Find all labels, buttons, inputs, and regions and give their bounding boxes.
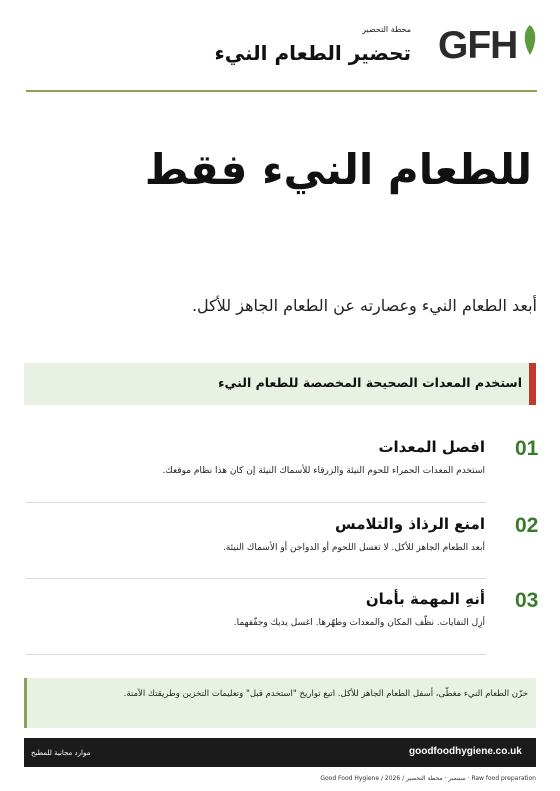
step-body: أبعد الطعام الجاهز للأكل. لا تغسل اللحوم أو الدواجن أو الأسماك النيئة.	[222, 543, 485, 553]
footer-label: موارد مجانية للمطبخ	[31, 749, 91, 757]
step-number: 03	[515, 589, 539, 612]
gfh-logo	[438, 26, 517, 66]
step-title: افصل المعدات	[378, 438, 485, 456]
band-accent-bar	[529, 363, 536, 405]
step-number: 02	[515, 514, 539, 537]
page-header	[26, 22, 537, 92]
storage-note-text: خزّن الطعام النيء مغطّى، أسفل الطعام الجاهز للأكل. اتبع تواريخ "استخدم قبل" وتعليمات التخزين وطريقتك الآمنة.	[123, 689, 528, 699]
step-body: استخدم المعدات الحمراء للحوم النيئة والزرقاء للأسماك النيئة إن كان هذا نظام موقعك.	[162, 466, 485, 476]
logo-text: GFH	[438, 24, 518, 67]
instruction-band-text: استخدم المعدات الصحيحة المخصصة للطعام النيء	[218, 375, 522, 390]
step-body: أزِل النفايات. نظّف المكان والمعدات وطهّرها. اغسل يديك وجفّفهما.	[233, 618, 485, 628]
leaf-icon	[523, 25, 537, 55]
step-title: أنهِ المهمة بأمان	[365, 590, 485, 608]
note-accent-bar	[24, 678, 27, 728]
step-number: 01	[515, 437, 539, 460]
page-title: للطعام النيء فقط	[144, 145, 532, 194]
credit-line: Good Food Hygiene / 2026 / سبتمبر · محطة التحضير · Raw food preparation	[320, 775, 536, 782]
step-divider	[26, 654, 486, 655]
storage-note	[24, 678, 536, 728]
step-divider	[26, 578, 486, 579]
header-title: تحضير الطعام النيء	[214, 41, 411, 65]
step-title: امنع الرذاذ والتلامس	[335, 515, 485, 533]
step-divider	[26, 502, 486, 503]
lead-text: أبعد الطعام النيء وعصارته عن الطعام الجاهز للأكل.	[191, 296, 537, 315]
website-link[interactable]: goodfoodhygiene.co.uk	[409, 746, 522, 757]
header-divider	[26, 90, 537, 92]
station-kicker: محطة التحضير	[362, 25, 411, 34]
